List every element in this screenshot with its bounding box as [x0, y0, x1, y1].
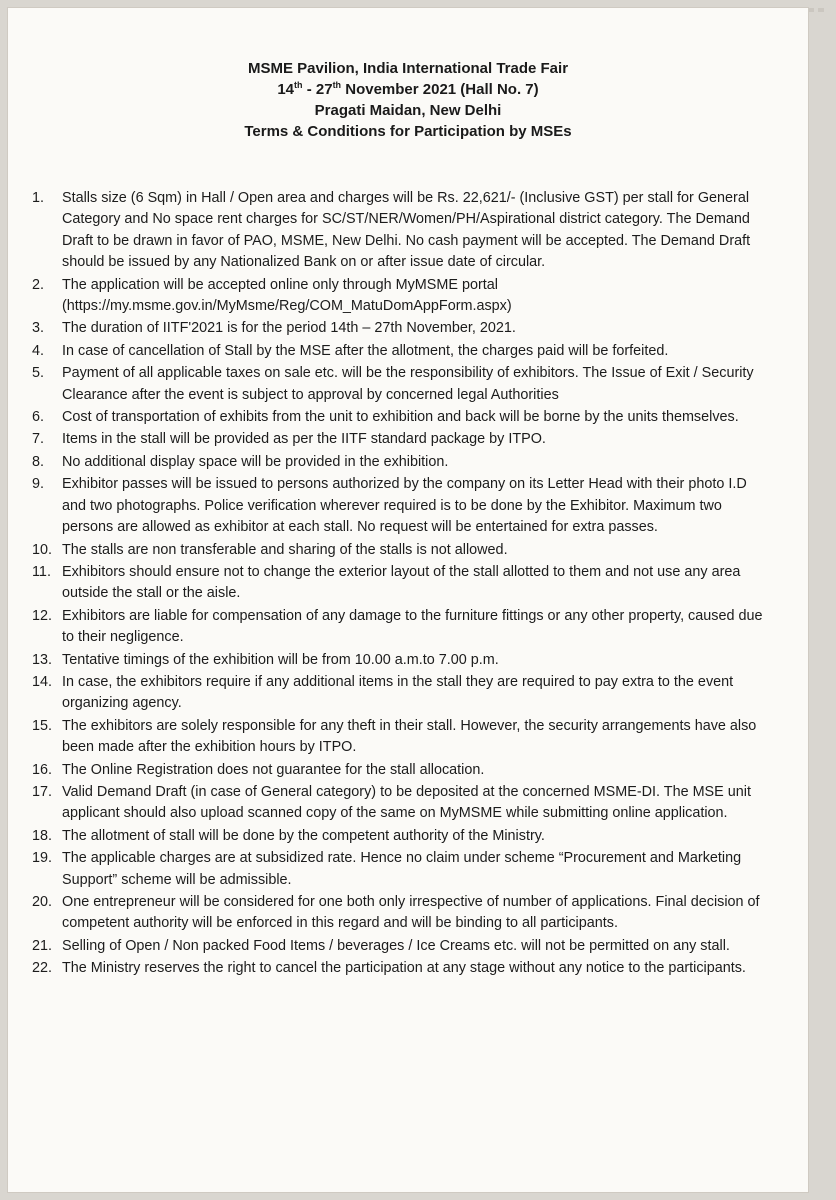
document-title: MSME Pavilion, India International Trade Fair [247, 60, 569, 77]
term-item [32, 892, 772, 935]
term-text: The exhibitors are solely responsible for any theft in their stall. However, the security arrangements have also been made after the exhibition hours by ITPO. [62, 717, 757, 756]
term-number: 15. [32, 717, 53, 734]
term-text: One entrepreneur will be considered for one both only irrespective of number of applications. Final decision of competent authority will be enforced in this regard and will be binding to all participants. [62, 894, 760, 932]
term-number: 2. [32, 276, 45, 293]
term-number: 7. [32, 431, 45, 448]
term-number: 21. [32, 937, 53, 954]
term-item [32, 650, 772, 671]
term-item [32, 318, 772, 339]
term-number: 5. [32, 365, 45, 382]
term-number: 1. [32, 190, 45, 206]
term-text: The applicable charges are at subsidized rate. Hence no claim under scheme “Procurement and Marketing Support” scheme will be admissible. [62, 850, 742, 888]
term-item [32, 540, 772, 561]
term-text: Cost of transportation of exhibits from the unit to exhibition and back will be borne by the units themselves. [62, 409, 739, 426]
term-number: 10. [32, 541, 53, 558]
term-text: The duration of IITF'2021 is for the period 14th – 27th November, 2021. [62, 320, 516, 337]
end-day-suffix: th [332, 80, 342, 90]
term-item [32, 474, 772, 538]
term-number: 16. [32, 761, 53, 778]
term-text: The application will be accepted online only through MyMSME portal (https://my.msme.gov.in/MyMsme/Reg/COM_MatuDomAppForm.aspx) [62, 276, 512, 315]
event-venue: Pragati Maidan, New Delhi [314, 102, 502, 119]
term-number: 17. [32, 783, 53, 800]
start-day: 14 [277, 81, 295, 98]
terms-list [32, 188, 772, 981]
term-number: 6. [32, 409, 45, 426]
document-header [8, 58, 808, 142]
start-day-suffix: th [294, 80, 303, 90]
term-item [32, 672, 772, 715]
term-text: Exhibitors are liable for compensation of any damage to the furniture fittings or any other property, caused due to their negligence. [62, 607, 763, 646]
term-item [32, 562, 772, 605]
term-text: Items in the stall will be provided as per the IITF standard package by ITPO. [62, 431, 546, 448]
term-number: 9. [32, 476, 45, 493]
term-text: Tentative timings of the exhibition will be from 10.00 a.m.to 7.00 p.m. [62, 651, 499, 668]
term-item [32, 275, 772, 318]
term-item [32, 341, 772, 362]
term-text: Valid Demand Draft (in case of General category) to be deposited at the concerned MSME-DI. The MSE unit applicant should also upload scanned copy of the same on MyMSME while submitting online application. [62, 783, 751, 822]
term-number: 8. [32, 453, 45, 470]
term-item [32, 782, 772, 825]
term-number: 18. [32, 827, 53, 844]
term-item [32, 958, 772, 979]
term-item [32, 407, 772, 428]
term-text: The Online Registration does not guarantee for the stall allocation. [62, 761, 485, 778]
end-day: 27 [315, 81, 333, 98]
term-item [32, 429, 772, 450]
term-number: 12. [32, 607, 53, 624]
term-item [32, 188, 772, 274]
term-text: The allotment of stall will be done by the competent authority of the Ministry. [62, 827, 545, 844]
term-item [32, 452, 772, 473]
term-text: The stalls are non transferable and sharing of the stalls is not allowed. [62, 541, 508, 558]
term-item [32, 826, 772, 847]
term-item [32, 363, 772, 406]
term-item [32, 848, 772, 891]
term-text: No additional display space will be provided in the exhibition. [62, 453, 449, 470]
term-text: Exhibitors should ensure not to change the exterior layout of the stall allotted to them and not use any area outside the stall or the aisle. [62, 563, 741, 602]
term-item [32, 716, 772, 759]
dates-rest: November 2021 (Hall No. 7) [341, 81, 539, 98]
term-text: Selling of Open / Non packed Food Items / beverages / Ice Creams etc. will not be permitted on any stall. [62, 937, 730, 954]
term-item [32, 760, 772, 781]
term-text: Payment of all applicable taxes on sale etc. will be the responsibility of exhibitors. The Issue of Exit / Security Clearance after the event is subject to approval by concerned legal Authorities [62, 365, 754, 403]
term-text: Exhibitor passes will be issued to persons authorized by the company on its Letter Head with their photo I.D and two photographs. Police verification wherever required is to be done by the Exhibitor. Maximum two persons are allowed as exhibitor at each stall. No request will be entertained for extra passes. [62, 476, 747, 536]
term-number: 3. [32, 320, 45, 337]
term-number: 20. [32, 894, 53, 910]
term-item [32, 936, 772, 957]
term-number: 22. [32, 960, 53, 977]
term-number: 4. [32, 342, 45, 359]
term-number: 13. [32, 651, 53, 668]
term-number: 19. [32, 850, 53, 867]
document-page [8, 8, 808, 1192]
term-text: In case of cancellation of Stall by the MSE after the allotment, the charges paid will be forfeited. [62, 342, 669, 359]
term-text: In case, the exhibitors require if any additional items in the stall they are required to pay extra to the event organizing agency. [62, 673, 734, 712]
term-text: The Ministry reserves the right to cancel the participation at any stage without any notice to the participants. [62, 960, 746, 977]
term-number: 14. [32, 673, 53, 690]
term-number: 11. [32, 563, 51, 580]
term-text: Stalls size (6 Sqm) in Hall / Open area and charges will be Rs. 22,621/- (Inclusive GST) per stall for General Category and No space rent charges for SC/ST/NER/Women/PH/Aspirational district category. The Demand Draft to be drawn in favor of PAO, MSME, New Delhi. No cash payment will be accepted. The Demand Draft should be issued by any Nationalized Bank on or after issue date of circular. [62, 190, 751, 271]
date-separator: - [302, 81, 316, 98]
document-subtitle: Terms & Conditions for Participation by MSEs [244, 123, 572, 140]
term-item [32, 606, 772, 649]
event-dates [8, 79, 808, 100]
